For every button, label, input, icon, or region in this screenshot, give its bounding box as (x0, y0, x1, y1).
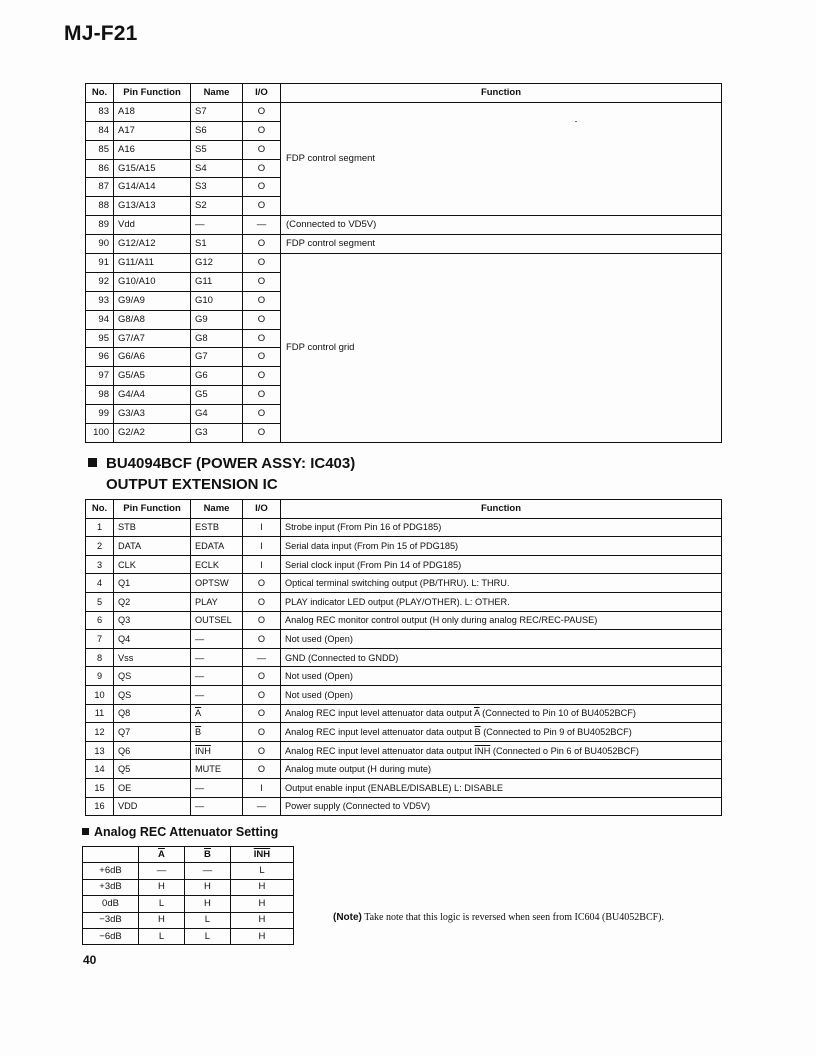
pin-no: 96 (86, 348, 114, 367)
pin-io: O (243, 386, 281, 405)
value-a: H (139, 879, 185, 895)
pin-name: G3 (191, 424, 243, 443)
table-header-row (83, 847, 294, 863)
pin-no: 90 (86, 235, 114, 254)
pin-no: 87 (86, 178, 114, 197)
pin-description: PLAY indicator LED output (PLAY/OTHER). L: OTHER. (281, 592, 722, 611)
pin-io: O (243, 611, 281, 630)
value-inh: H (230, 896, 293, 912)
value-b: — (184, 863, 230, 879)
pin-no: 12 (86, 723, 114, 742)
table-row (86, 592, 722, 611)
pin-function: VDD (114, 797, 191, 816)
pin-no: 98 (86, 386, 114, 405)
pin-name: G4 (191, 405, 243, 424)
table-row (86, 704, 722, 723)
pin-name: G8 (191, 329, 243, 348)
pin-no: 89 (86, 216, 114, 235)
value-inh: H (230, 879, 293, 895)
pin-io: O (243, 685, 281, 704)
col-name: Name (191, 84, 243, 103)
pin-io: O (243, 272, 281, 291)
table-row (86, 574, 722, 593)
pin-description: GND (Connected to GNDD) (281, 648, 722, 667)
pin-name: G10 (191, 291, 243, 310)
pin-function: Q8 (114, 704, 191, 723)
pin-io: O (243, 178, 281, 197)
page-number: 40 (83, 953, 97, 967)
col-function: Function (281, 84, 722, 103)
pin-name: — (191, 648, 243, 667)
table-row (83, 928, 294, 944)
pin-function: G6/A6 (114, 348, 191, 367)
pin-name: S6 (191, 121, 243, 140)
pin-io: O (243, 760, 281, 779)
pin-function: Vdd (114, 216, 191, 235)
pin-name: — (191, 797, 243, 816)
pin-no: 1 (86, 518, 114, 537)
pin-function: G4/A4 (114, 386, 191, 405)
pin-function: Q5 (114, 760, 191, 779)
level: 0dB (83, 896, 139, 912)
pin-function: QS (114, 667, 191, 686)
pin-description: Not used (Open) (281, 630, 722, 649)
pin-name: G12 (191, 254, 243, 273)
pin-name: OPTSW (191, 574, 243, 593)
col-inh: $\overline{INH}$ (230, 847, 293, 863)
pin-io: O (243, 405, 281, 424)
pin-io: O (243, 235, 281, 254)
pin-name: G5 (191, 386, 243, 405)
pin-io: I (243, 778, 281, 797)
pin-io: O (243, 667, 281, 686)
pin-function: Vss (114, 648, 191, 667)
pin-io: — (243, 648, 281, 667)
value-a: L (139, 928, 185, 944)
pin-io: O (243, 102, 281, 121)
pin-no: 4 (86, 574, 114, 593)
pin-name: $\overline{A}$ (191, 704, 243, 723)
pin-io: O (243, 367, 281, 386)
pin-no: 91 (86, 254, 114, 273)
value-b: H (184, 879, 230, 895)
pin-name: — (191, 685, 243, 704)
pin-name: ECLK (191, 555, 243, 574)
pin-name: G11 (191, 272, 243, 291)
pin-description: Analog REC monitor control output (H only during analog REC/REC-PAUSE) (281, 611, 722, 630)
pin-no: 86 (86, 159, 114, 178)
pin-function: A18 (114, 102, 191, 121)
pin-no: 85 (86, 140, 114, 159)
table-row (86, 611, 722, 630)
table-row (86, 667, 722, 686)
function-cell: FDP control grid (281, 254, 722, 443)
pin-name: S7 (191, 102, 243, 121)
table-row (86, 648, 722, 667)
pin-name: — (191, 778, 243, 797)
pin-description: Serial clock input (From Pin 14 of PDG185) (281, 555, 722, 574)
pin-io: O (243, 704, 281, 723)
pin-name: ESTB (191, 518, 243, 537)
pin-no: 5 (86, 592, 114, 611)
level: +3dB (83, 879, 139, 895)
attenuator-setting-table (82, 846, 294, 945)
pin-table-fdp (85, 83, 722, 443)
pin-no: 6 (86, 611, 114, 630)
pin-no: 92 (86, 272, 114, 291)
pin-function: A16 (114, 140, 191, 159)
logic-note (333, 912, 664, 923)
pin-io: O (243, 329, 281, 348)
table-row (83, 912, 294, 928)
function-cell: FDP control segment (281, 102, 722, 215)
value-b: L (184, 912, 230, 928)
pin-name: EDATA (191, 537, 243, 556)
table-row (86, 797, 722, 816)
pin-description: Analog REC input level attenuator data output $\overline{INH}$ (Connected o Pin 6 of BU4052BCF) (281, 741, 722, 760)
square-bullet-icon (82, 828, 89, 835)
pin-description: Analog REC input level attenuator data output $\overline{A}$ (Connected to Pin 10 of BU4052BCF) (281, 704, 722, 723)
pin-io: I (243, 518, 281, 537)
pin-function: QS (114, 685, 191, 704)
pin-function: G10/A10 (114, 272, 191, 291)
pin-no: 94 (86, 310, 114, 329)
pin-name: $\overline{INH}$ (191, 741, 243, 760)
value-a: H (139, 912, 185, 928)
pin-io: I (243, 537, 281, 556)
pin-no: 83 (86, 102, 114, 121)
pin-no: 88 (86, 197, 114, 216)
table-row (86, 254, 722, 273)
col-pin-function: Pin Function (114, 500, 191, 519)
pin-no: 7 (86, 630, 114, 649)
pin-function: G15/A15 (114, 159, 191, 178)
table-row (86, 760, 722, 779)
table-row (86, 518, 722, 537)
pin-function: G8/A8 (114, 310, 191, 329)
pin-function: STB (114, 518, 191, 537)
pin-no: 9 (86, 667, 114, 686)
pin-no: 95 (86, 329, 114, 348)
pin-function: G9/A9 (114, 291, 191, 310)
pin-function: Q4 (114, 630, 191, 649)
pin-no: 11 (86, 704, 114, 723)
pin-io: O (243, 159, 281, 178)
pin-io: O (243, 197, 281, 216)
pin-name: S3 (191, 178, 243, 197)
level: −6dB (83, 928, 139, 944)
pin-io: I (243, 555, 281, 574)
table-row (86, 723, 722, 742)
pin-name: S2 (191, 197, 243, 216)
section-subheading: OUTPUT EXTENSION IC (106, 476, 278, 493)
section-heading-attenuator: Analog REC Attenuator Setting (82, 825, 278, 839)
table-row (86, 102, 722, 121)
pin-no: 13 (86, 741, 114, 760)
pin-io: O (243, 630, 281, 649)
pin-name: — (191, 667, 243, 686)
function-cell: FDP control segment (281, 235, 722, 254)
pin-description: Not used (Open) (281, 685, 722, 704)
pin-no: 97 (86, 367, 114, 386)
table-row (86, 685, 722, 704)
col-no: No. (86, 84, 114, 103)
pin-description: Serial data input (From Pin 15 of PDG185) (281, 537, 722, 556)
level: −3dB (83, 912, 139, 928)
pin-function: DATA (114, 537, 191, 556)
pin-name: S5 (191, 140, 243, 159)
col-name: Name (191, 500, 243, 519)
pin-function: G14/A14 (114, 178, 191, 197)
pin-function: G7/A7 (114, 329, 191, 348)
table-header-row (86, 500, 722, 519)
pin-function: CLK (114, 555, 191, 574)
value-inh: H (230, 912, 293, 928)
pin-function: G3/A3 (114, 405, 191, 424)
pin-io: O (243, 574, 281, 593)
pin-function: G11/A11 (114, 254, 191, 273)
pin-io: O (243, 424, 281, 443)
pin-name: — (191, 630, 243, 649)
pin-description: Output enable input (ENABLE/DISABLE) L: DISABLE (281, 778, 722, 797)
square-bullet-icon (88, 458, 97, 467)
pin-function: Q7 (114, 723, 191, 742)
pin-no: 3 (86, 555, 114, 574)
pin-io: O (243, 121, 281, 140)
pin-name: MUTE (191, 760, 243, 779)
table-row (86, 235, 722, 254)
col-a: $\overline{A}$ (139, 847, 185, 863)
pin-description: Not used (Open) (281, 667, 722, 686)
pin-description: Analog REC input level attenuator data output $\overline{B}$ (Connected to Pin 9 of BU4052BCF) (281, 723, 722, 742)
pin-io: — (243, 216, 281, 235)
pin-function: G12/A12 (114, 235, 191, 254)
pin-function: Q3 (114, 611, 191, 630)
pin-io: — (243, 797, 281, 816)
pin-io: O (243, 254, 281, 273)
level: +6dB (83, 863, 139, 879)
value-b: L (184, 928, 230, 944)
pin-function: G5/A5 (114, 367, 191, 386)
document-title: MJ-F21 (64, 22, 138, 45)
table-row (86, 778, 722, 797)
pin-name: G9 (191, 310, 243, 329)
section-heading-bu4094bcf: BU4094BCF (POWER ASSY: IC403) (88, 455, 355, 472)
pin-io: O (243, 723, 281, 742)
pin-io: O (243, 291, 281, 310)
pin-no: 15 (86, 778, 114, 797)
pin-function: G2/A2 (114, 424, 191, 443)
pin-name: PLAY (191, 592, 243, 611)
table-row (86, 555, 722, 574)
table-row (83, 863, 294, 879)
table-row (83, 896, 294, 912)
pin-function: A17 (114, 121, 191, 140)
pin-function: Q2 (114, 592, 191, 611)
col-function: Function (281, 500, 722, 519)
pin-no: 2 (86, 537, 114, 556)
value-inh: L (230, 863, 293, 879)
value-a: — (139, 863, 185, 879)
note-label: (Note) (333, 912, 362, 923)
pin-io: O (243, 592, 281, 611)
pin-name: $\overline{B}$ (191, 723, 243, 742)
value-inh: H (230, 928, 293, 944)
pin-table-bu4094bcf (85, 499, 722, 816)
pin-no: 8 (86, 648, 114, 667)
value-a: L (139, 896, 185, 912)
col-pin-function: Pin Function (114, 84, 191, 103)
pin-name: S4 (191, 159, 243, 178)
pin-function: OE (114, 778, 191, 797)
pin-no: 10 (86, 685, 114, 704)
table-header-row (86, 84, 722, 103)
pin-description: Power supply (Connected to VD5V) (281, 797, 722, 816)
col-no: No. (86, 500, 114, 519)
pin-io: O (243, 140, 281, 159)
col-level (83, 847, 139, 863)
table-row (86, 741, 722, 760)
pin-no: 84 (86, 121, 114, 140)
pin-no: 100 (86, 424, 114, 443)
pin-io: O (243, 741, 281, 760)
col-io: I/O (243, 500, 281, 519)
function-cell: (Connected to VD5V) (281, 216, 722, 235)
pin-name: OUTSEL (191, 611, 243, 630)
pin-io: O (243, 348, 281, 367)
pin-name: G7 (191, 348, 243, 367)
table-row (86, 630, 722, 649)
pin-no: 93 (86, 291, 114, 310)
pin-io: O (243, 310, 281, 329)
pin-no: 99 (86, 405, 114, 424)
value-b: H (184, 896, 230, 912)
pin-name: S1 (191, 235, 243, 254)
pin-function: G13/A13 (114, 197, 191, 216)
pin-description: Analog mute output (H during mute) (281, 760, 722, 779)
pin-name: — (191, 216, 243, 235)
pin-description: Strobe input (From Pin 16 of PDG185) (281, 518, 722, 537)
table-row (86, 537, 722, 556)
pin-description: Optical terminal switching output (PB/THRU). L: THRU. (281, 574, 722, 593)
note-text: Take note that this logic is reversed when seen from IC604 (BU4052BCF). (361, 912, 665, 923)
pin-function: Q1 (114, 574, 191, 593)
pin-name: G6 (191, 367, 243, 386)
table-row (86, 216, 722, 235)
col-io: I/O (243, 84, 281, 103)
col-b: $\overline{B}$ (184, 847, 230, 863)
pin-no: 16 (86, 797, 114, 816)
pin-function: Q6 (114, 741, 191, 760)
table-row (83, 879, 294, 895)
pin-no: 14 (86, 760, 114, 779)
